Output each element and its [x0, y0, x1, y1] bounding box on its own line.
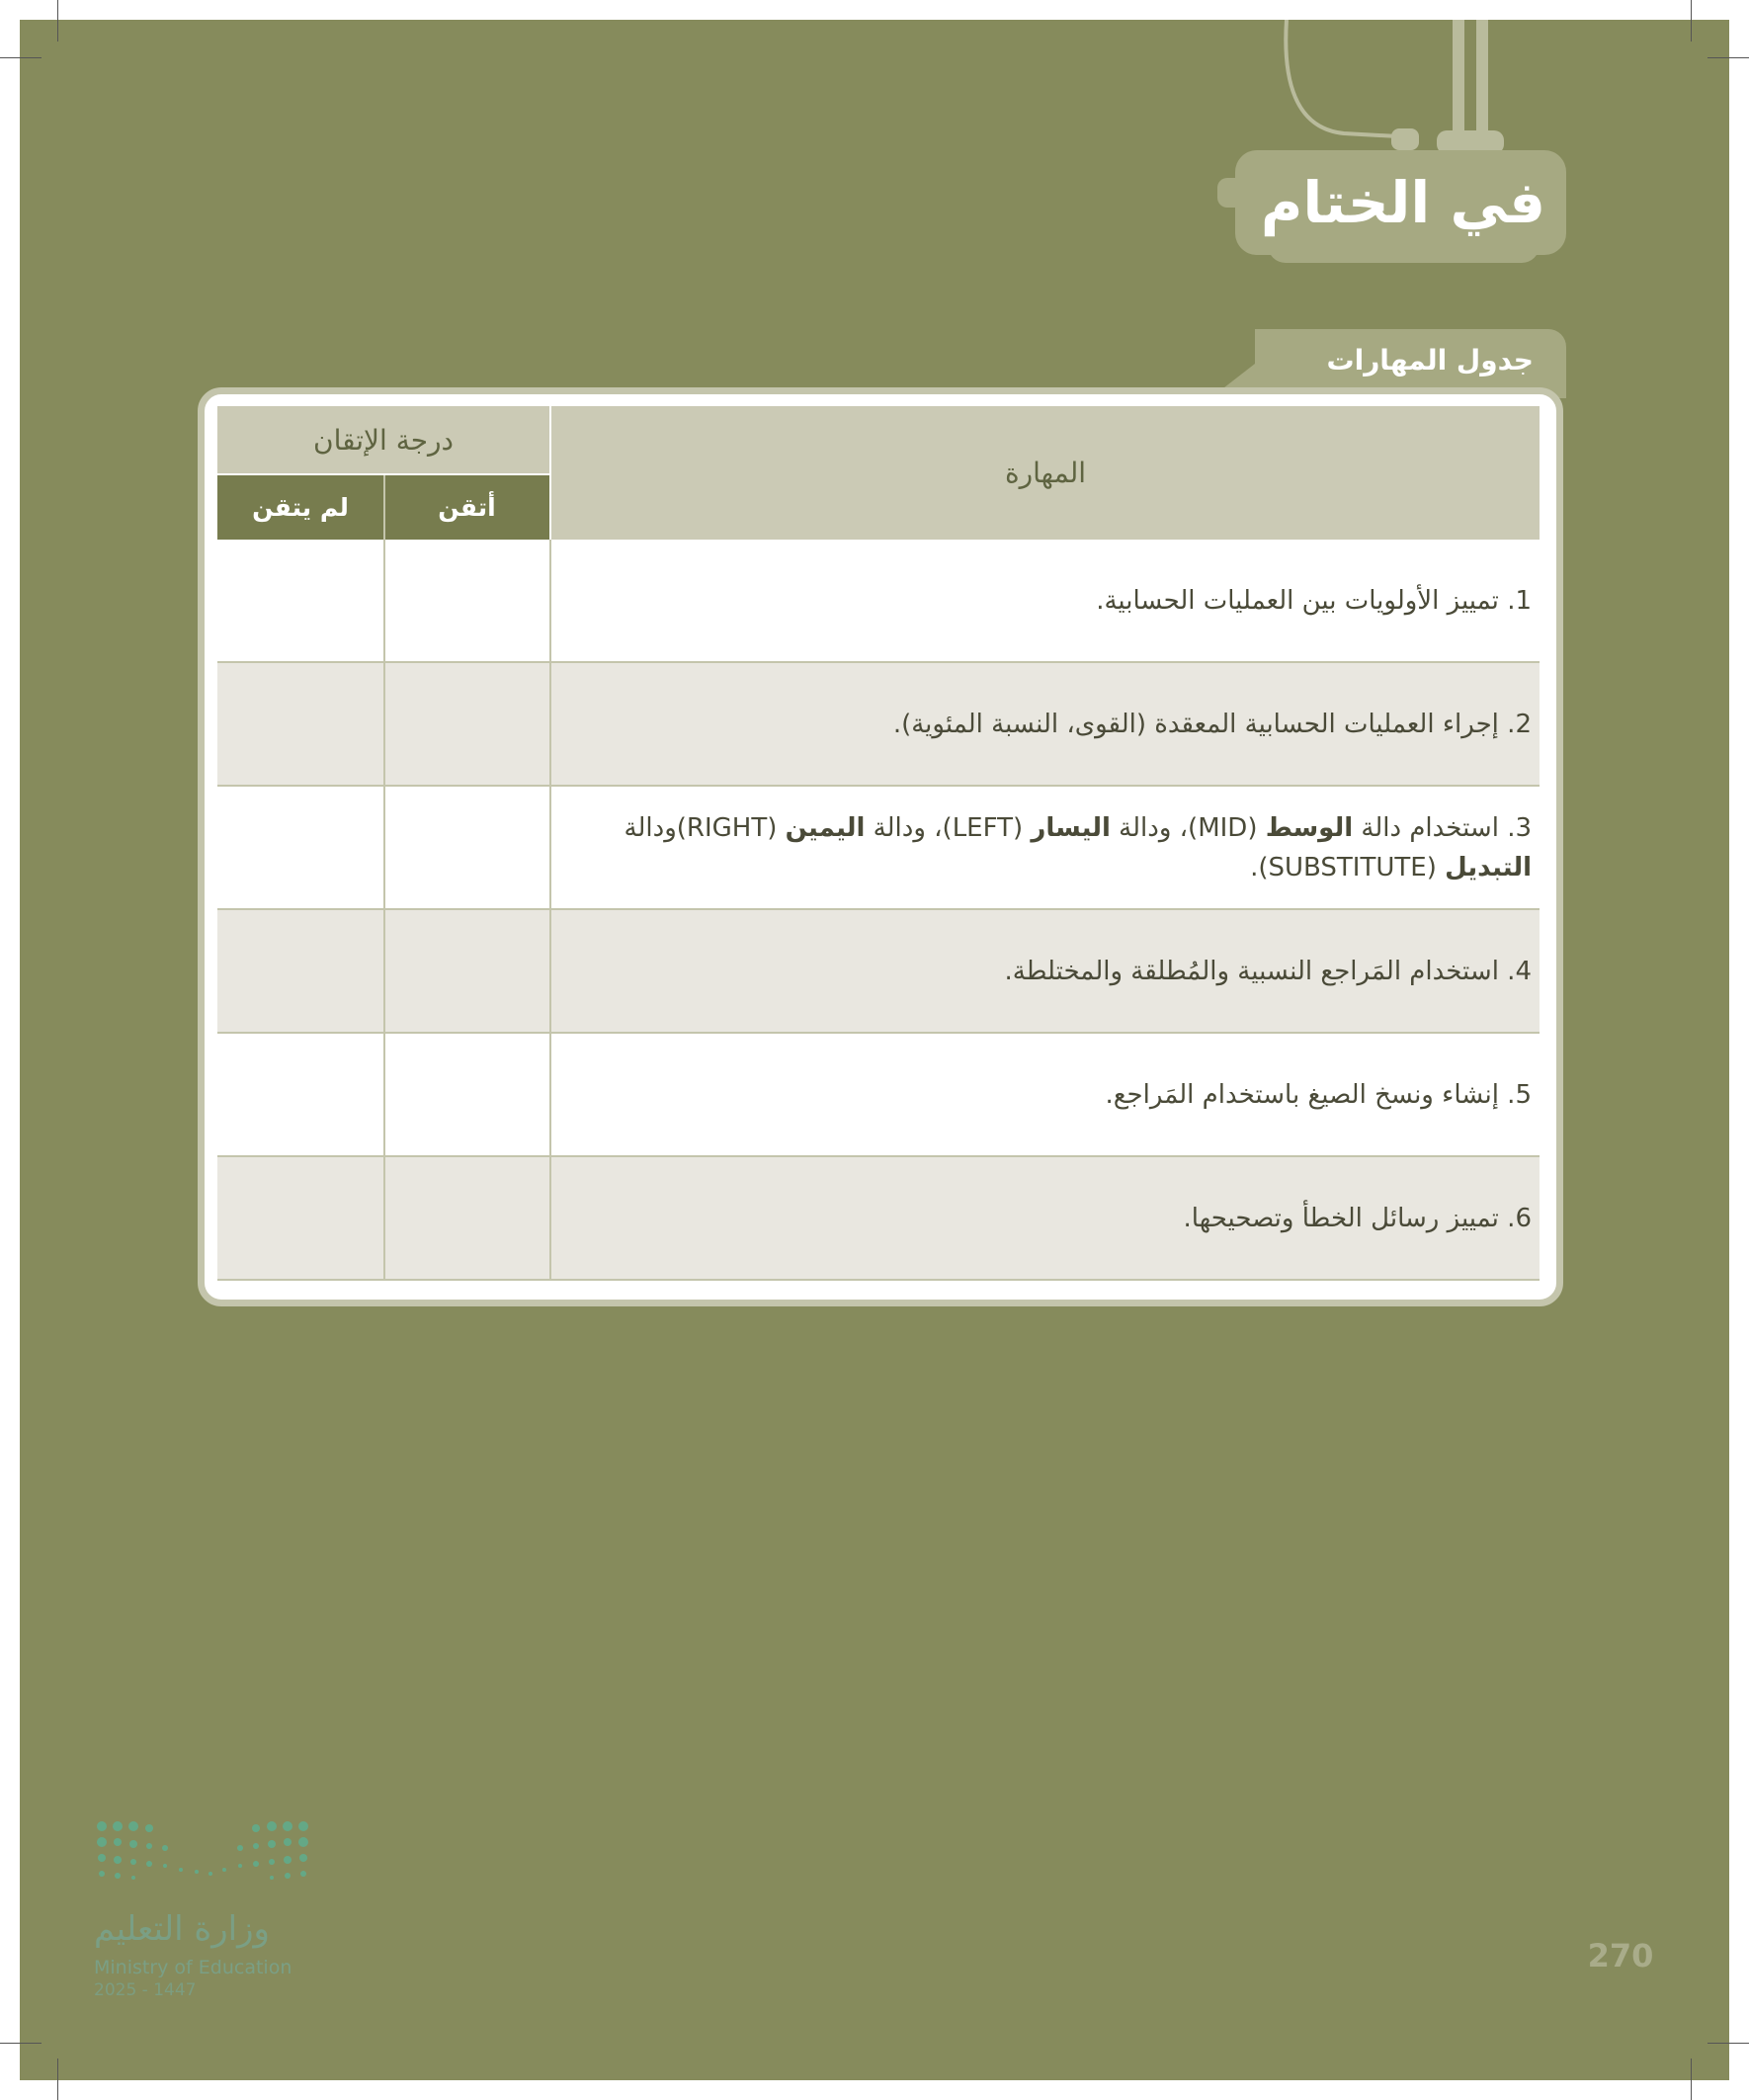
ministry-name-english: Ministry of Education	[94, 1957, 292, 1978]
skill-keyword: التبديل	[1445, 852, 1532, 882]
not-mastered-column-header: لم يتقن	[217, 475, 383, 540]
logo-dots-icon	[94, 1818, 311, 1888]
table-row	[217, 910, 1540, 1034]
not-mastered-checkbox-cell[interactable]	[217, 910, 383, 1032]
skill-cell: 5. إنشاء ونسخ الصيغ باستخدام المَراجع.	[1105, 1079, 1532, 1110]
mastered-column-header: أتقن	[384, 475, 549, 540]
crop-mark	[1691, 0, 1692, 42]
not-mastered-checkbox-cell[interactable]	[217, 540, 383, 661]
skill-cell: 4. استخدام المَراجع النسبية والمُطلقة والمختلطة.	[1004, 956, 1532, 986]
mastery-column-header: درجة الإتقان	[217, 406, 549, 473]
mastered-checkbox-cell[interactable]	[385, 1034, 549, 1155]
crop-mark	[0, 57, 42, 58]
mastered-checkbox-cell[interactable]	[385, 1157, 549, 1279]
column-divider	[549, 1157, 551, 1279]
crop-mark	[57, 2058, 58, 2100]
ministry-logo	[94, 1818, 321, 2006]
table-row	[217, 663, 1540, 787]
crop-mark	[57, 0, 58, 42]
table-row	[217, 787, 1540, 910]
column-divider	[549, 663, 551, 785]
crop-mark	[1707, 57, 1749, 58]
section-title: جدول المهارات	[1326, 344, 1534, 377]
crop-mark	[1691, 2058, 1692, 2100]
column-divider	[549, 540, 551, 661]
skill-keyword: اليمين	[785, 812, 866, 843]
skill-cell: 1. تمييز الأولويات بين العمليات الحسابية.	[1096, 585, 1532, 616]
column-divider	[549, 1034, 551, 1155]
skill-cell	[571, 787, 1540, 908]
skill-text-part: 3. استخدام دالة	[1353, 812, 1532, 843]
skill-column-header: المهارة	[551, 406, 1540, 540]
not-mastered-checkbox-cell[interactable]	[217, 787, 383, 908]
table-row	[217, 540, 1540, 663]
crop-mark	[1707, 2043, 1749, 2044]
skills-table-body	[217, 540, 1540, 1281]
mastered-checkbox-cell[interactable]	[385, 787, 549, 908]
skill-text-part: (MID)، ودالة	[1110, 812, 1266, 843]
ministry-year: 2025 - 1447	[94, 1980, 197, 2000]
skill-cell: 6. تمييز رسائل الخطأ وتصحيحها.	[1183, 1203, 1532, 1233]
mastered-checkbox-cell[interactable]	[385, 910, 549, 1032]
skill-cell: 2. إجراء العمليات الحسابية المعقدة (القوى، النسبة المئوية).	[892, 709, 1532, 739]
table-row	[217, 1034, 1540, 1157]
skill-text-part: (LEFT)، ودالة	[865, 812, 1032, 843]
ministry-name-arabic: وزارة التعليم	[94, 1909, 270, 1949]
not-mastered-checkbox-cell[interactable]	[217, 1034, 383, 1155]
skill-text-part: (SUBSTITUTE).	[1250, 852, 1446, 882]
not-mastered-checkbox-cell[interactable]	[217, 1157, 383, 1279]
column-divider	[549, 910, 551, 1032]
page-title: في الختام	[1260, 169, 1546, 236]
table-row	[217, 1157, 1540, 1281]
not-mastered-checkbox-cell[interactable]	[217, 663, 383, 785]
column-divider	[549, 787, 551, 908]
mastered-checkbox-cell[interactable]	[385, 540, 549, 661]
crop-mark	[0, 2043, 42, 2044]
page-number: 270	[1587, 1937, 1654, 1974]
skill-keyword: الوسط	[1265, 812, 1354, 843]
header-divider	[383, 475, 385, 540]
mastered-checkbox-cell[interactable]	[385, 663, 549, 785]
skill-keyword: اليسار	[1031, 812, 1111, 843]
skill-text-part: (RIGHT)ودالة	[624, 812, 786, 843]
